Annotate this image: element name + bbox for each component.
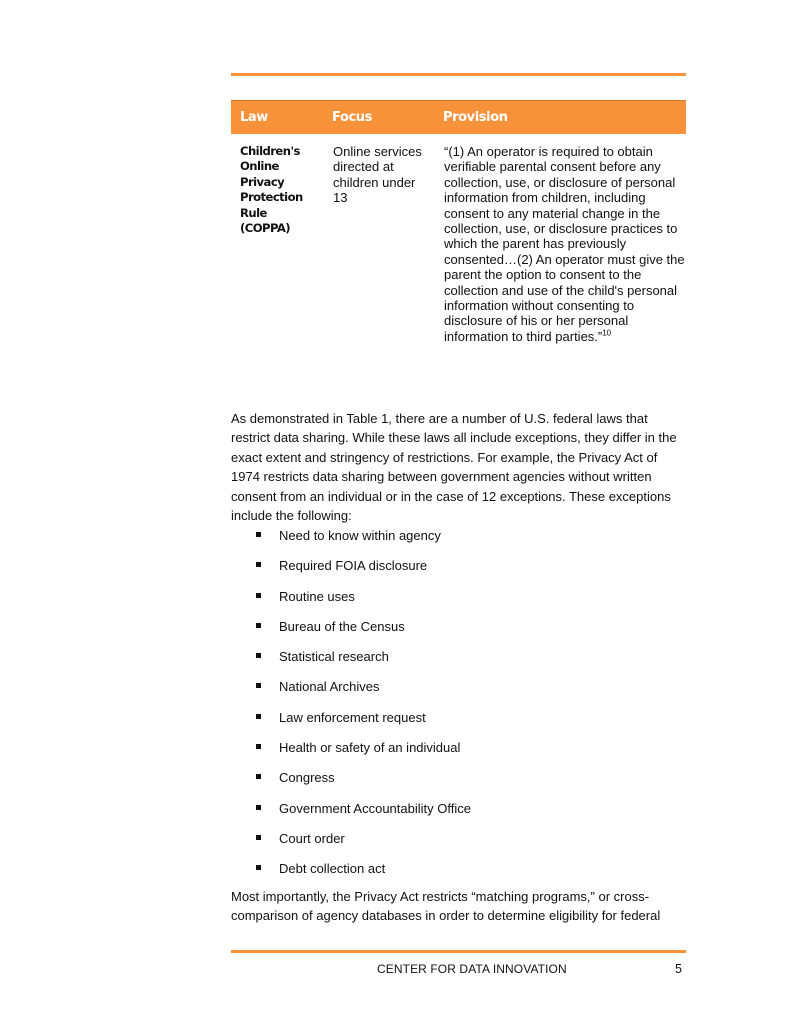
footer-page-number: 5 [675,962,682,976]
list-item [231,557,686,587]
list-item [231,618,686,648]
focus-line: directed at [333,159,394,175]
square-bullet-icon [256,774,261,779]
square-bullet-icon [256,683,261,688]
square-bullet-icon [256,593,261,598]
table-header-row [231,101,686,135]
provision-cell [434,134,686,344]
list-item [231,588,686,618]
list-item [231,678,686,708]
provision-text: “(1) An operator is required to obtain verifiable parental consent before any collection, use, or disclosure of personal information from children, including consent to any material change in the collection, use, or disclosure practices to which the parent has previously consented…(2) An operator must give the parent the option to consent to the collection and use of the child's personal information without consenting to disclosure of his or her personal information to third parties.” [444,144,685,344]
header-focus: Focus [323,101,434,135]
law-cell [231,134,323,344]
focus-line: Online services [333,144,422,159]
square-bullet-icon [256,623,261,628]
law-line: Online Privacy [240,159,285,189]
bottom-orange-rule [231,950,686,953]
square-bullet-icon [256,714,261,719]
focus-line: 13 [333,190,348,206]
top-orange-rule [231,73,686,76]
list-item-text: Health or safety of an individual [279,740,461,756]
table-row [231,134,686,344]
header-provision: Provision [434,101,686,135]
square-bullet-icon [256,805,261,810]
law-table [231,100,686,344]
header-law: Law [231,101,323,135]
list-item-text: Routine uses [279,588,355,604]
list-item [231,830,686,860]
list-item [231,800,686,830]
square-bullet-icon [256,865,261,870]
list-item-text: Need to know within agency [279,528,441,543]
law-line: Protection [240,190,303,205]
list-item-text: Required FOIA disclosure [279,558,428,574]
list-item [231,769,686,799]
focus-cell [323,134,434,344]
square-bullet-icon [256,532,261,537]
list-item-text: Debt collection act [279,861,386,877]
footer-organization: CENTER FOR DATA INNOVATION [377,962,567,976]
body-paragraph-matching: Most importantly, the Privacy Act restricts “matching programs,” or cross-comparison of agency databases in order to determine eligibility for federal [231,889,661,924]
list-item [231,709,686,739]
exceptions-list [231,527,686,891]
list-item-text: Government Accountability Office [279,800,471,816]
list-item-text: Bureau of the Census [279,618,405,634]
list-item-text: Congress [279,770,335,786]
square-bullet-icon [256,653,261,658]
square-bullet-icon [256,744,261,749]
list-item-text: Law enforcement request [279,709,426,725]
law-line: Children's [240,144,300,158]
square-bullet-icon [256,835,261,840]
list-item-text: Statistical research [279,649,389,665]
list-item-text: Court order [279,830,345,846]
focus-line: children under [333,174,416,190]
list-item-text: National Archives [279,679,380,695]
body-paragraph-intro: As demonstrated in Table 1, there are a number of U.S. federal laws that restrict data sharing. While these laws all include exceptions, they differ in the exact extent and stringency of restrictions. For example, the Privacy Act of 1974 restricts data sharing between government agencies without written consent from an individual or in the case of 12 exceptions. These exceptions include the following: [231,411,677,524]
list-item [231,527,686,557]
square-bullet-icon [256,562,261,567]
list-item [231,739,686,769]
footnote-marker[interactable]: 10 [602,328,612,338]
list-item [231,648,686,678]
law-line: Rule (COPPA) [240,205,291,236]
